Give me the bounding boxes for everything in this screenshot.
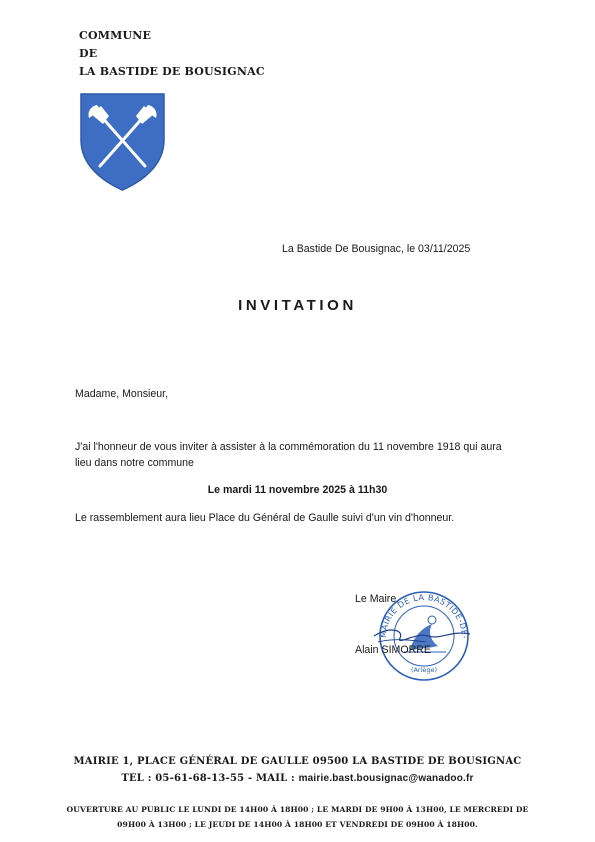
invitation-paragraph-line1: J'ai l'honneur de vous inviter à assister à la commémoration du 11 novembre 1918 qui aura bbox=[75, 441, 502, 453]
page-title: INVITATION bbox=[238, 297, 357, 314]
event-date: Le mardi 11 novembre 2025 à 11h30 bbox=[207, 484, 388, 496]
footer-hours-line1: OUVERTURE AU PUBLIC LE LUNDI DE 14H00 À 18H00 ; LE MARDI DE 9H00 À 13H00, LE MERCREDI DE bbox=[66, 805, 529, 814]
commune-heading-line1: COMMUNE bbox=[79, 29, 152, 42]
commune-heading-line3: LA BASTIDE DE BOUSIGNAC bbox=[79, 65, 265, 78]
footer-contact bbox=[0, 773, 595, 784]
footer-address: MAIRIE 1, PLACE GÉNÉRAL DE GAULLE 09500 LA BASTIDE DE BOUSIGNAC bbox=[73, 756, 522, 767]
invitation-paragraph-line2: lieu dans notre commune bbox=[75, 457, 194, 469]
place-date: La Bastide De Bousignac, le 03/11/2025 bbox=[282, 243, 471, 255]
signatory-name: Alain SIMORRE bbox=[355, 644, 431, 656]
salutation: Madame, Monsieur, bbox=[75, 388, 169, 400]
svg-text:MAIRIE DE LA BASTIDE-DE-BOUSIG: MAIRIE DE LA BASTIDE-DE- bbox=[378, 592, 470, 639]
mairie-stamp-icon bbox=[370, 586, 478, 684]
signatory-title: Le Maire, bbox=[355, 593, 400, 605]
coat-of-arms-icon bbox=[79, 92, 166, 192]
footer-hours-line2: 09H00 À 13H00 ; LE JEUDI DE 14H00 À 18H00 ET VENDREDI DE 09H00 À 18H00. bbox=[117, 820, 478, 829]
footer-email[interactable]: mairie.bast.bousignac@wanadoo.fr bbox=[298, 773, 474, 784]
svg-text:(Ariège): (Ariège) bbox=[410, 666, 438, 674]
footer-tel: TEL : 05-61-68-13-55 - MAIL : bbox=[121, 773, 299, 784]
commune-heading-line2: DE bbox=[79, 47, 98, 60]
gathering-info: Le rassemblement aura lieu Place du Général de Gaulle suivi d'un vin d'honneur. bbox=[75, 512, 455, 524]
